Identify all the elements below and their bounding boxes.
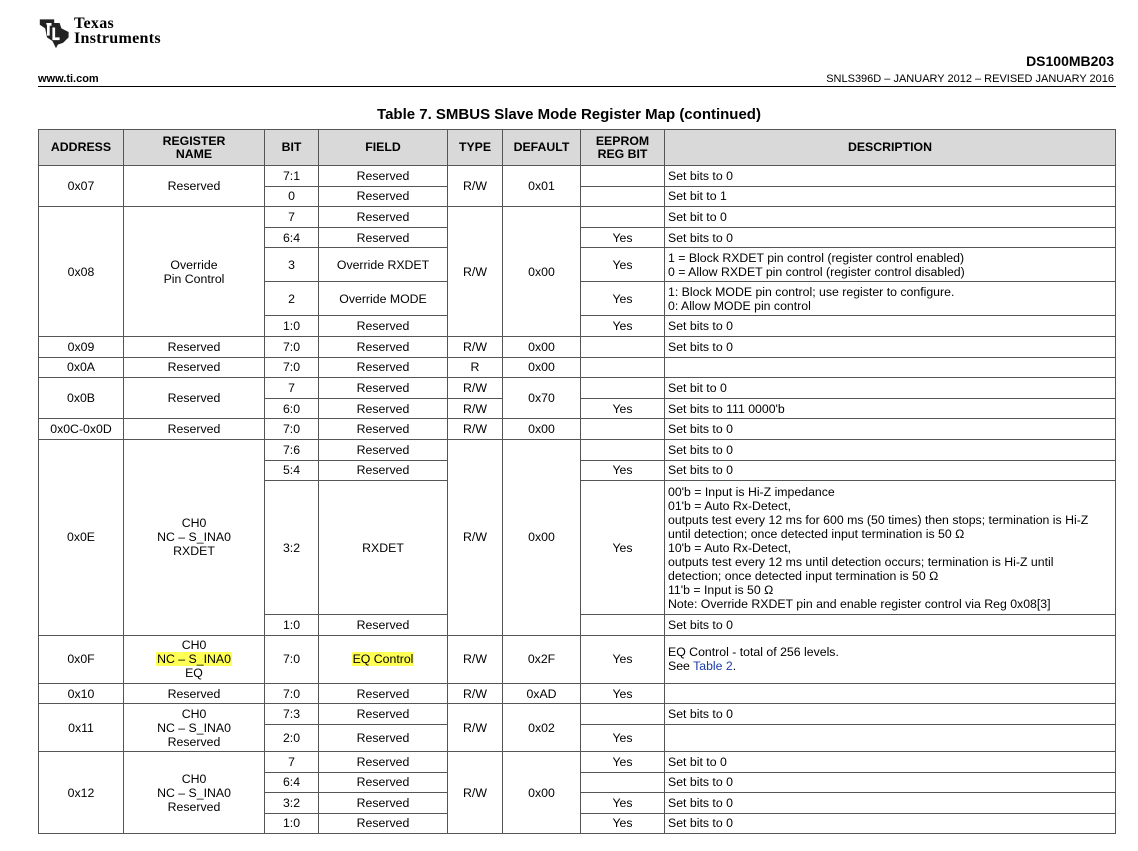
table-row: 5:4 Reserved Yes Set bits to 0 (39, 460, 1116, 481)
ti-logo-icon (38, 14, 74, 50)
highlighted-register-name: NC – S_INA0 (157, 652, 231, 667)
table-row: 0x08 Override Pin Control 7 Reserved R/W 0x00 Set bit to 0 (39, 207, 1116, 228)
table-row: 2:0 Reserved Yes (39, 724, 1116, 751)
table-row: 0x09 Reserved 7:0 Reserved R/W 0x00 Set bits to 0 (39, 336, 1116, 357)
col-default: DEFAULT (503, 130, 581, 166)
table-row: 0x10 Reserved 7:0 Reserved R/W 0xAD Yes (39, 683, 1116, 704)
table-row: 3:2 RXDET Yes 00'b = Input is Hi-Z impedance 01'b = Auto Rx-Detect, outputs test every 12 ms for 600 ms (50 times) then stops; termination is Hi-Z until detection; once detected input termination is 50 Ω 10'b = Auto Rx-Detect, outputs test every 12 ms until detection occurs; termination is Hi-Z until detection; once detected input termination is 50 Ω 11'b = Input is 50 Ω Note: Override RXDET pin and enable register control via Reg 0x08[3] (39, 481, 1116, 615)
col-field: FIELD (319, 130, 448, 166)
table-row: 0x11 CH0 NC – S_INA0 Reserved 7:3 Reserved R/W 0x02 Set bits to 0 (39, 704, 1116, 725)
table-row: 0x07 Reserved 7:1 Reserved R/W 0x01 Set bits to 0 (39, 166, 1116, 187)
col-bit: BIT (265, 130, 319, 166)
highlighted-field: EQ Control (352, 652, 414, 667)
table-row: 3:2 Reserved Yes Set bits to 0 (39, 793, 1116, 814)
table-title: Table 7. SMBUS Slave Mode Register Map (continued) (377, 106, 761, 123)
table-row: 6:4 Reserved Yes Set bits to 0 (39, 227, 1116, 248)
header-divider (38, 86, 1116, 87)
table-row: 0 Reserved Set bit to 1 (39, 186, 1116, 207)
table-row: 3 Override RXDET Yes 1 = Block RXDET pin control (register control enabled) 0 = Allow RXDET pin control (register control disabled) (39, 248, 1116, 282)
col-description: DESCRIPTION (665, 130, 1116, 166)
table-row: 0x0F CH0 NC – S_INA0 EQ 7:0 EQ Control R/W 0x2F Yes EQ Control - total of 256 levels. See Table 2. (39, 635, 1116, 683)
table-row: 0x12 CH0 NC – S_INA0 Reserved 7 Reserved R/W 0x00 Yes Set bit to 0 (39, 751, 1116, 772)
col-type: TYPE (448, 130, 503, 166)
table-row: 6:4 Reserved Set bits to 0 (39, 772, 1116, 793)
register-map-table (38, 129, 1116, 834)
col-eeprom: EEPROM REG BIT (581, 130, 665, 166)
literature-number: SNLS396D – JANUARY 2012 – REVISED JANUARY 2016 (826, 73, 1114, 85)
table-row: 1:0 Reserved Set bits to 0 (39, 615, 1116, 636)
col-register-name: REGISTER NAME (124, 130, 265, 166)
table-row: 0x0A Reserved 7:0 Reserved R 0x00 (39, 357, 1116, 378)
col-address: ADDRESS (39, 130, 124, 166)
document-id: DS100MB203 (1026, 53, 1114, 69)
table-row: 0x0E CH0 NC – S_INA0 RXDET 7:6 Reserved R/W 0x00 Set bits to 0 (39, 439, 1116, 460)
table-row: 0x0B Reserved 7 Reserved R/W 0x70 Set bit to 0 (39, 378, 1116, 399)
table-row: 0x0C-0x0D Reserved 7:0 Reserved R/W 0x00 Set bits to 0 (39, 419, 1116, 440)
website-link[interactable]: www.ti.com (38, 73, 99, 85)
table-row: 1:0 Reserved Yes Set bits to 0 (39, 813, 1116, 834)
company-name: Texas Instruments (74, 15, 161, 47)
table-row: 6:0 Reserved R/W Yes Set bits to 111 0000'b (39, 398, 1116, 419)
table-2-link[interactable]: Table 2 (693, 659, 733, 674)
table-row: 2 Override MODE Yes 1: Block MODE pin control; use register to configure. 0: Allow MODE pin control (39, 282, 1116, 316)
table-row: 1:0 Reserved Yes Set bits to 0 (39, 316, 1116, 337)
table-header-row (39, 130, 1116, 166)
